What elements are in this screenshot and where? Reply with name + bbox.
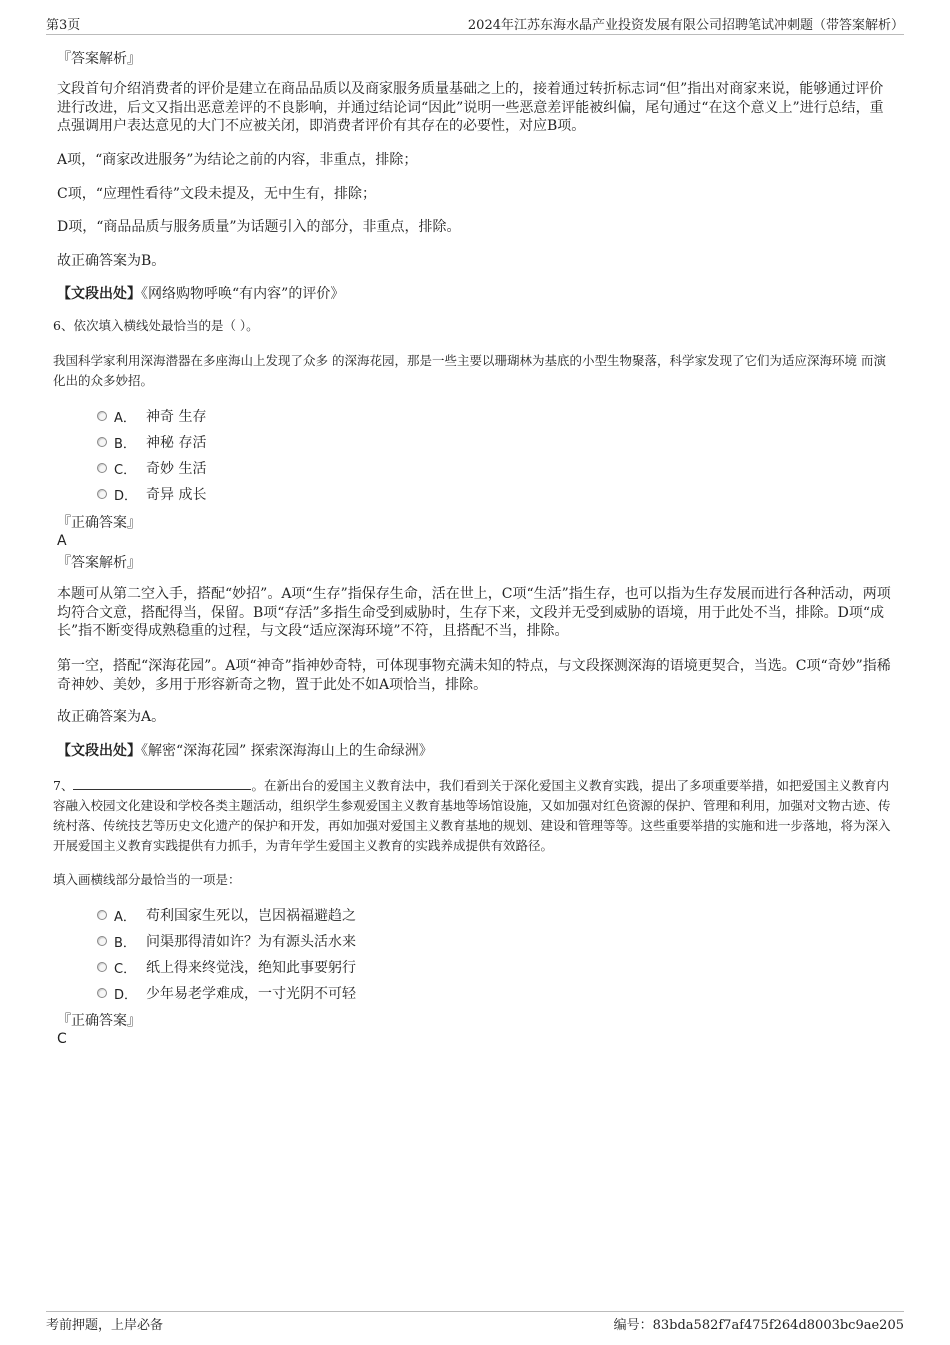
q6-conclusion: 故正确答案为A。 xyxy=(57,709,166,725)
q7-answer: C xyxy=(57,1031,67,1047)
q5-conclusion: 故正确答案为B。 xyxy=(57,253,166,269)
radio-button-icon[interactable] xyxy=(97,489,107,499)
radio-button-icon[interactable] xyxy=(97,463,107,473)
q6-source xyxy=(57,742,893,761)
page-number: 第3页 xyxy=(46,18,81,33)
q5-analysis-label: 『答案解析』 xyxy=(57,51,141,67)
q6-option-b[interactable]: B． 神秘 存活 xyxy=(97,432,206,452)
q7-stem xyxy=(53,776,898,856)
q7-answer-label: 『正确答案』 xyxy=(57,1013,141,1029)
q5-analysis-option-a: A项，“商家改进服务”为结论之前的内容，非重点，排除； xyxy=(57,152,418,168)
radio-button-icon[interactable] xyxy=(97,411,107,421)
q6-answer-label: 『正确答案』 xyxy=(57,515,141,531)
q6-option-c[interactable]: C． 奇妙 生活 xyxy=(97,458,206,478)
q5-analysis-option-c: C项，“应理性看待”文段未提及，无中生有，排除； xyxy=(57,186,377,202)
radio-button-icon[interactable] xyxy=(97,437,107,447)
q6-stem: 6、依次填入横线处最恰当的是（ ）。 xyxy=(53,318,259,333)
q6-source-label: 【文段出处】 xyxy=(57,743,141,759)
footer-slogan: 考前押题，上岸必备 xyxy=(46,1318,164,1333)
q5-analysis-option-d: D项，“商品品质与服务质量”为话题引入的部分，非重点，排除。 xyxy=(57,219,461,235)
q7-number: 7、 xyxy=(53,778,74,793)
q5-source-label: 【文段出处】 xyxy=(57,286,141,302)
q7-blank xyxy=(73,777,251,790)
radio-button-icon[interactable] xyxy=(97,910,107,920)
q7-option-b[interactable]: B． 问渠那得清如许？为有源头活水来 xyxy=(97,931,356,951)
page-footer xyxy=(46,1311,904,1333)
q5-source-title: 《网络购物呼唤“有内容”的评价》 xyxy=(141,286,345,302)
document-serial: 编号：83bda582f7af475f264d8003bc9ae205 xyxy=(613,1318,904,1333)
q6-analysis-paragraph-1: 本题可从第二空入手，搭配“妙招”。A项“生存”指保存生命，活在世上，C项“生活”指生存，也可以指为生存发展而进行各种活动，两项均符合文意，搭配得当，保留。B项“存活”多指生命受到威胁时，生存下来，文段并无受到威胁的语境，用于此处不当，排除。D项“成长”指不断变得成熟稳重的过程，与文段“适应深海环境”不符，且搭配不当，排除。 xyxy=(57,586,891,639)
q6-source-title: 《解密“深海花园” 探索深海海山上的生命绿洲》 xyxy=(141,743,433,759)
page-header xyxy=(46,14,904,35)
radio-button-icon[interactable] xyxy=(97,936,107,946)
q5-source xyxy=(57,285,893,304)
q6-analysis-label: 『答案解析』 xyxy=(57,555,141,571)
q7-option-d[interactable]: D． 少年易老学难成，一寸光阴不可轻 xyxy=(97,983,356,1003)
q7-prompt: 填入画横线部分最恰当的一项是： xyxy=(53,872,241,887)
radio-button-icon[interactable] xyxy=(97,962,107,972)
q6-analysis-paragraph-2: 第一空，搭配“深海花园”。A项“神奇”指神妙奇特，可体现事物充满未知的特点，与文段探测深海的语境更契合，当选。C项“奇妙”指稀奇神妙、美妙，多用于形容新奇之物，置于此处不如A项恰当，排除。 xyxy=(57,658,891,693)
q6-option-a[interactable]: A． 神奇 生存 xyxy=(97,406,206,426)
radio-button-icon[interactable] xyxy=(97,988,107,998)
q7-option-c[interactable]: C． 纸上得来终觉浅，绝知此事要躬行 xyxy=(97,957,356,977)
q6-passage: 我国科学家利用深海潜器在多座海山上发现了众多 的深海花园，那是一些主要以珊瑚林为基底的小型生物聚落，科学家发现了它们为适应深海环境 而演化出的众多妙招。 xyxy=(53,353,886,388)
q6-answer: A xyxy=(57,533,67,549)
q7-option-a[interactable]: A． 苟利国家生死以，岂因祸福避趋之 xyxy=(97,905,356,925)
q7-stem-text: 。在新出台的爱国主义教育法中，我们看到关于深化爱国主义教育实践，提出了多项重要举措，如把爱国主义教育内容融入校园文化建设和学校各类主题活动，组织学生参观爱国主义教育基地等场馆设施，又如加强对红色资源的保护、管理和利用，加强对文物古迹、传统村落、传统技艺等历史文化遗产的保护和开发，再如加强对爱国主义教育基地的规划、建设和管理等等。这些重要举措的实施和进一步落地，将为深入开展爱国主义教育实践提供有力抓手，为青年学生爱国主义教育的实践养成提供有效路径。 xyxy=(53,778,891,853)
document-title: 2024年江苏东海水晶产业投资发展有限公司招聘笔试冲刺题（带答案解析） xyxy=(467,18,904,33)
q6-option-d[interactable]: D． 奇异 成长 xyxy=(97,484,206,504)
q5-analysis-paragraph: 文段首句介绍消费者的评价是建立在商品品质以及商家服务质量基础之上的，接着通过转折标志词“但”指出对商家来说，能够通过评价进行改进，后文又指出恶意差评的不良影响，并通过结论词“因此”说明一些恶意差评能被纠偏，尾句通过“在这个意义上”进行总结，重点强调用户表达意见的大门不应被关闭，即消费者评价有其存在的必要性，对应B项。 xyxy=(57,81,884,134)
